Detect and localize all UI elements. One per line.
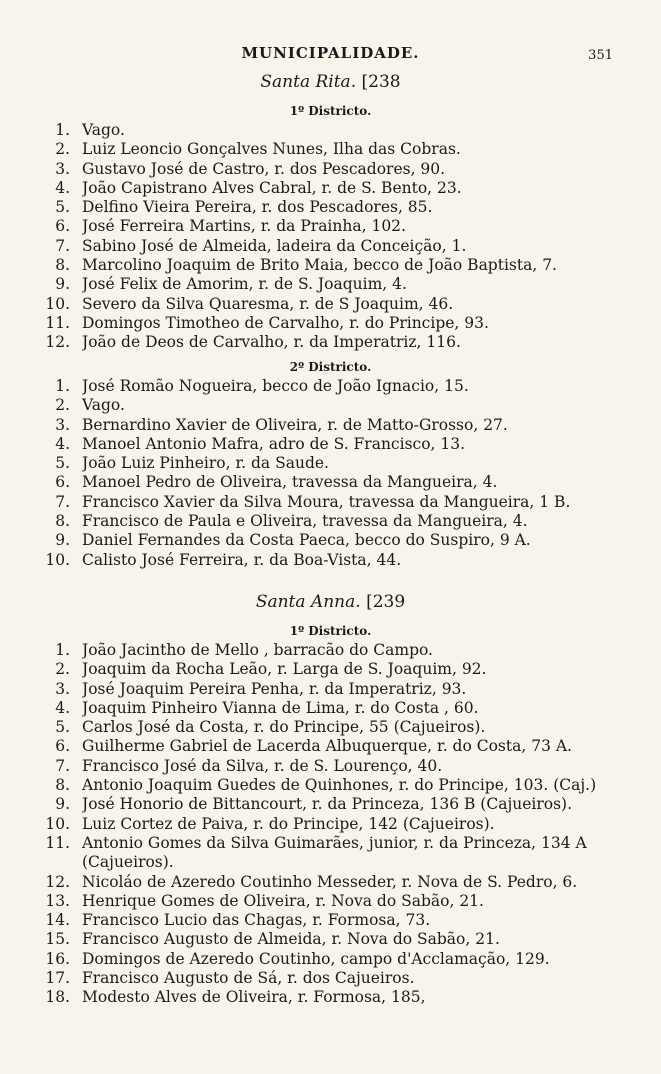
entry-main-text: Antonio Gomes da Silva Guimarães, junior, r. da Princeza, 134 A [82,833,587,852]
entry-main-text: Luiz Cortez de Paiva, r. do Principe, 142 (Cajueiros). [82,814,495,833]
entry-number: 1. [55,641,70,659]
entry-text [82,416,623,435]
list-item [0,950,661,969]
district-heading: 1º Districto. [289,104,372,118]
entry-number: 5. [55,454,70,473]
entry-number: 9. [55,275,70,294]
entry-text [82,699,623,718]
entry-text [82,435,623,454]
parish-name: Santa Rita. [260,72,357,92]
entry-number: 3. [55,159,70,178]
entry-text [82,795,623,814]
entry-number: 5. [55,718,70,737]
entry-main-text: Delfino Vieira Pereira, r. dos Pescadores, 85. [82,198,433,217]
entry-text [82,531,623,550]
entry-number: 8. [55,256,70,275]
entry-number: 13. [45,891,70,910]
entry-main-text: José Felix de Amorim, r. de S. Joaquim, 4. [82,275,407,294]
district-heading: 1º Districto. [289,624,372,638]
entry-text [82,237,623,256]
list-item [0,237,661,256]
parish-number: [239 [366,592,406,612]
entry-text [82,454,623,473]
entry-main-text: Antonio Joaquim Guedes de Quinhones, r. do Principe, 103. (Caj.) [82,776,597,795]
parish-heading-santa-rita [0,72,661,92]
entry-number: 9. [55,531,70,550]
entry-text [82,815,623,834]
entry-number: 17. [45,969,70,988]
entry-main-text: José Joaquim Pereira Penha, r. da Imperatriz, 93. [82,679,467,698]
list-item [0,911,661,930]
entry-number: 3. [55,679,70,698]
entry-number: 11. [45,313,70,332]
entry-text [82,757,623,776]
entry-number: 5. [55,198,70,217]
entry-number: 4. [55,698,70,717]
entry-number: 1. [55,377,70,395]
list-item [0,333,661,352]
entry-main-text: Carlos José da Costa, r. do Principe, 55 (Cajueiros). [82,718,486,737]
parish-name: Santa Anna. [255,592,361,612]
entry-number: 6. [55,473,70,492]
list-item [0,718,661,737]
entry-number: 9. [55,795,70,814]
entry-main-text: Manoel Pedro de Oliveira, travessa da Mangueira, 4. [82,473,498,492]
entry-main-text: Francisco Augusto de Sá, r. dos Cajueiros. [82,969,415,988]
parish-heading-santa-anna [0,592,661,612]
entry-text [82,988,623,1007]
entry-main-text: Guilherme Gabriel de Lacerda Albuquerque, r. do Costa, 73 A. [82,737,572,756]
list-item [0,757,661,776]
entry-number: 10. [45,294,70,313]
entry-text [82,641,623,660]
list-item [0,377,661,396]
entry-main-text: Bernardino Xavier de Oliveira, r. de Matto-Grosso, 27. [82,415,508,434]
entry-number: 18. [45,988,70,1007]
list-item [0,873,661,892]
entry-main-text: Sabino José de Almeida, ladeira da Conceição, 1. [82,236,467,255]
entry-number: 12. [45,333,70,352]
list-item [0,493,661,512]
parish-number: [238 [361,72,401,92]
entry-main-text: José Honorio de Bittancourt, r. da Princeza, 136 B (Cajueiros). [82,795,573,814]
entry-number: 7. [55,756,70,775]
entry-number: 6. [55,217,70,236]
entry-main-text: Vago. [82,396,125,415]
entry-main-text: Domingos Timotheo de Carvalho, r. do Principe, 93. [82,313,489,332]
entry-main-text: Severo da Silva Quaresma, r. de S Joaquim, 46. [82,294,454,313]
district-heading: 2º Districto. [289,360,372,374]
entry-number: 7. [55,492,70,511]
entry-text [82,950,623,969]
entry-main-text: Nicoláo de Azeredo Coutinho Messeder, r. Nova de S. Pedro, 6. [82,872,578,891]
list-item [0,988,661,1007]
list-item [0,660,661,679]
list-item [0,551,661,570]
entry-main-text: João Luiz Pinheiro, r. da Saude. [82,454,329,473]
entry-text [82,551,623,570]
entry-main-text: Vago. [82,121,125,139]
entry-main-text: Luiz Leoncio Gonçalves Nunes, Ilha das Cobras. [82,140,461,159]
list-item [0,160,661,179]
entry-main-text: Francisco de Paula e Oliveira, travessa da Mangueira, 4. [82,512,528,531]
list-item [0,815,661,834]
list-item [0,454,661,473]
entry-text [82,140,623,159]
entry-number: 6. [55,737,70,756]
entry-number: 2. [55,140,70,159]
list-item [0,275,661,294]
entry-main-text: João de Deos de Carvalho, r. da Imperatriz, 116. [82,333,461,352]
entry-main-text: Henrique Gomes de Oliveira, r. Nova do Sabão, 21. [82,891,484,910]
entry-number: 2. [55,396,70,415]
entry-main-text: Francisco Xavier da Silva Moura, travessa da Mangueira, 1 B. [82,492,571,511]
page-number: 351 [588,48,613,63]
list-item [0,140,661,159]
list-item [0,699,661,718]
entry-text [82,776,623,795]
entry-text [82,737,623,756]
entry-text [82,160,623,179]
entry-list [0,377,661,570]
entry-text [82,179,623,198]
entry-main-text: Francisco José da Silva, r. de S. Lourenço, 40. [82,756,443,775]
entry-main-text: Francisco Augusto de Almeida, r. Nova do Sabão, 21. [82,930,500,949]
entry-main-text: José Ferreira Martins, r. da Prainha, 102. [82,217,406,236]
entry-number: 10. [45,550,70,569]
entry-main-text: João Capistrano Alves Cabral, r. de S. Bento, 23. [82,178,462,197]
list-item [0,473,661,492]
entry-main-text: Daniel Fernandes da Costa Paeca, becco do Suspiro, 9 A. [82,531,531,550]
list-item [0,795,661,814]
entry-number: 1. [55,121,70,139]
entry-main-text: Domingos de Azeredo Coutinho, campo d'Acclamação, 129. [82,949,550,968]
entry-text [82,333,623,352]
list-item [0,834,661,873]
entry-number: 11. [45,833,70,852]
entry-number: 10. [45,814,70,833]
list-item [0,217,661,236]
list-item [0,396,661,415]
list-item [0,512,661,531]
list-item [0,776,661,795]
list-item [0,892,661,911]
entry-text [82,660,623,679]
entry-number: 7. [55,236,70,255]
list-item [0,295,661,314]
entry-main-text: João Jacintho de Mello , barracão do Campo. [82,641,433,659]
entry-number: 4. [55,434,70,453]
entry-number: 14. [45,911,70,930]
entry-main-text: José Romão Nogueira, becco de João Ignacio, 15. [82,377,469,395]
entry-number: 3. [55,415,70,434]
page-title: MUNICIPALIDADE. [241,44,420,62]
entry-text [82,256,623,275]
entry-text [82,121,623,140]
entry-number: 12. [45,872,70,891]
list-item [0,641,661,660]
entry-text [82,718,623,737]
entry-number: 16. [45,949,70,968]
entry-text [82,911,623,930]
list-item [0,198,661,217]
entry-text [82,680,623,699]
entry-main-text: Francisco Lucio das Chagas, r. Formosa, 73. [82,911,431,930]
list-item [0,121,661,140]
list-item [0,179,661,198]
entry-text [82,198,623,217]
entry-text [82,314,623,333]
list-item [0,314,661,333]
list-item [0,435,661,454]
entry-number: 8. [55,776,70,795]
list-item [0,969,661,988]
entry-main-text: Joaquim da Rocha Leão, r. Larga de S. Joaquim, 92. [82,660,487,679]
list-item [0,531,661,550]
entry-list [0,641,661,1008]
entry-text [82,969,623,988]
entry-text [82,930,623,949]
entry-number: 2. [55,660,70,679]
entry-text [82,493,623,512]
entry-main-text: Joaquim Pinheiro Vianna de Lima, r. do Costa , 60. [82,698,479,717]
entry-list [0,121,661,353]
entry-main-text: Modesto Alves de Oliveira, r. Formosa, 185, [82,988,426,1007]
entry-continuation: (Cajueiros). [82,853,174,872]
entry-number: 15. [45,930,70,949]
list-item [0,416,661,435]
entry-main-text: Gustavo José de Castro, r. dos Pescadores, 90. [82,159,446,178]
list-item [0,930,661,949]
entry-text [82,377,623,396]
entry-text [82,512,623,531]
entry-number: 8. [55,512,70,531]
entry-text [82,892,623,911]
entry-main-text: Marcolino Joaquim de Brito Maia, becco de João Baptista, 7. [82,256,557,275]
list-item [0,737,661,756]
entry-main-text: Calisto José Ferreira, r. da Boa-Vista, 44. [82,550,402,569]
entry-text [82,217,623,236]
entry-text [82,873,623,892]
entry-text [82,295,623,314]
entry-number: 4. [55,178,70,197]
entry-text [82,275,623,294]
list-item [0,680,661,699]
entry-text [82,834,623,873]
entry-main-text: Manoel Antonio Mafra, adro de S. Francisco, 13. [82,434,466,453]
entry-text [82,396,623,415]
entry-text [82,473,623,492]
list-item [0,256,661,275]
